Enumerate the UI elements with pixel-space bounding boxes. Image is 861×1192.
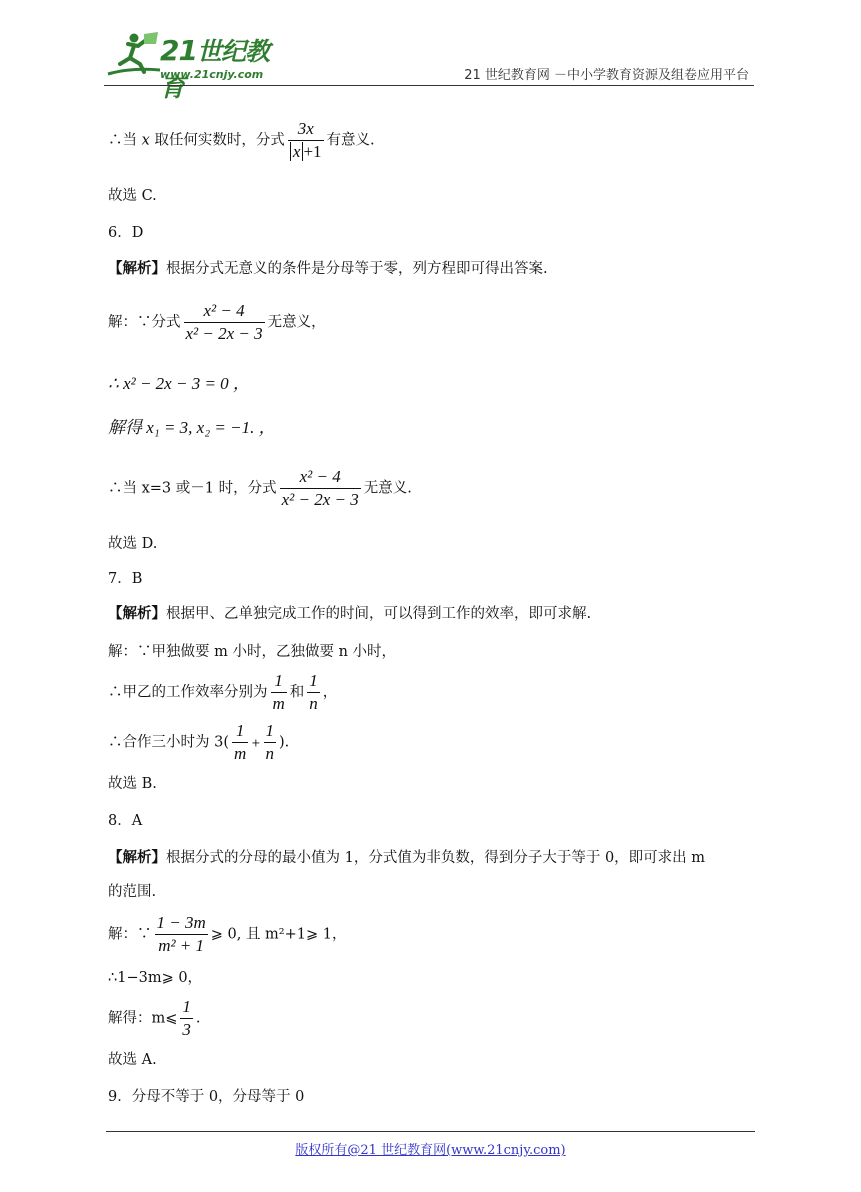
line-11: 【解析】根据甲、乙单独完成工作的时间，可以得到工作的效率，即可求解. [108, 605, 592, 622]
line-4: 【解析】根据分式无意义的条件是分母等于零，列方程即可得出答案. [108, 260, 548, 277]
line-3: 6．D [108, 225, 144, 241]
line-20: ∴1−3m⩾ 0， [108, 970, 203, 986]
line-10: 7．B [108, 571, 143, 587]
line-16: 8．A [108, 813, 143, 829]
line-8: ∴当 x=3 或－1 时，分式 $\frac{\text{x² − 4}}{\text{x² − 2x − 3}}$ 无意义. [108, 467, 412, 509]
line-17: 【解析】根据分式的分母的最小值为 1，分式值为非负数，得到分子大于等于 0，即可求出 m [108, 849, 706, 866]
footer-divider [106, 1131, 755, 1132]
fraction: $\frac{1}{n}$ [265, 721, 274, 763]
footer-copyright-link[interactable]: 版权所有@21 世纪教育网(www.21cnjy.com) [295, 1143, 566, 1158]
line-18: 的范围. [108, 884, 157, 900]
line-6: ∴ x² − 2x − 3 = 0 ， [108, 374, 250, 393]
line-5: 解：∵分式 $\frac{\text{x² − 4}}{\text{x² − 2x − 3}}$ 无意义， [108, 301, 326, 343]
logo-url: www.21cnjy.com [160, 68, 264, 81]
line-15: 故选 B. [108, 776, 157, 792]
line-2: 故选 C. [108, 188, 157, 204]
header-divider [104, 85, 754, 86]
site-logo [104, 30, 284, 102]
fraction: $\frac{\text{x² − 4}}{\text{x² − 2x − 3}}$ [281, 467, 359, 509]
fraction: $\frac{\text{x² − 4}}{\text{x² − 2x − 3}}$ [185, 301, 263, 343]
line-7: 解得 x₁ = 3, x₂ = −1. ， [108, 418, 276, 437]
line-12: 解：∵甲独做要 m 小时，乙独做要 n 小时， [108, 644, 397, 660]
line-1: ∴当 x 取任何实数时，分式 $\frac{3x}{x +1}$ 有意义. [108, 119, 375, 161]
fraction: $\frac{1}{m}$ [272, 671, 285, 713]
page-header [0, 0, 861, 102]
line-13: ∴甲乙的工作效率分别为 $\frac{1}{m}$ 和 $\frac{1}{n}$ ， [108, 671, 338, 713]
logo-brand: 21世纪教育 [160, 34, 269, 102]
fraction: $\frac{1}{3}$ [182, 997, 191, 1039]
header-title: 21 世纪教育网 －中小学教育资源及组卷应用平台 [464, 68, 749, 83]
runner-logo-icon [104, 30, 164, 82]
fraction: $\frac{1}{n}$ [309, 671, 318, 713]
fraction: $\frac{1 - 3m}{\text{m² + 1}}$ [156, 913, 206, 955]
line-9: 故选 D. [108, 536, 158, 552]
line-14: ∴合作三小时为 3( $\frac{1}{m}$ + $\frac{1}{n}$ ). [108, 721, 290, 763]
fraction: $\frac{1}{m}$ [234, 721, 247, 763]
fraction: $\frac{3x}{x +1}$ [288, 118, 324, 163]
line-23: 9．分母不等于 0，分母等于 0 [108, 1089, 305, 1105]
line-22: 故选 A. [108, 1052, 157, 1068]
line-21: 解得：m⩽ $\frac{1}{3}$ . [108, 997, 201, 1039]
line-19: 解：∵ $\frac{1 - 3m}{\text{m² + 1}}$ ⩾ 0, 且 m²+1⩾ 1， [108, 913, 347, 955]
